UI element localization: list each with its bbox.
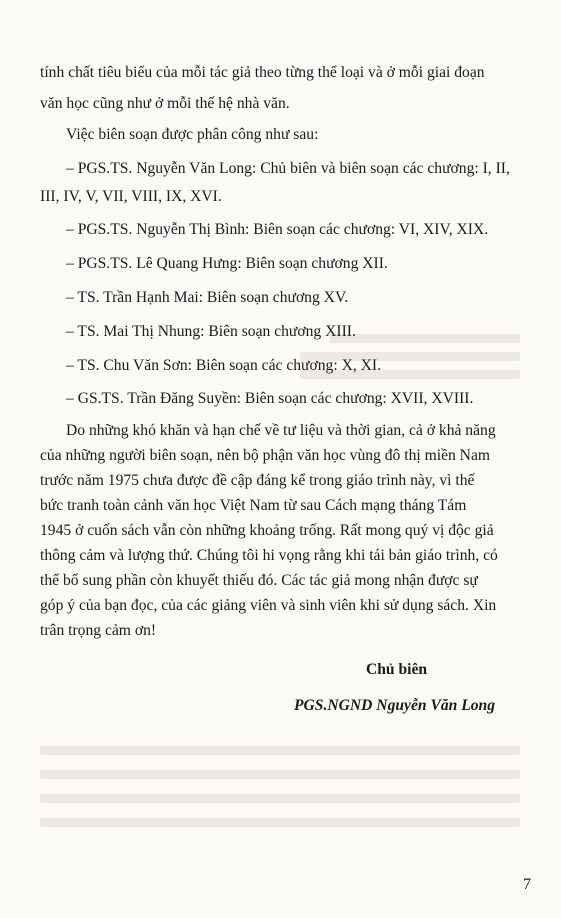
assignment-line: – PGS.TS. Nguyễn Văn Long: Chủ biên và biên soạn các chương: I, II, [66,160,510,177]
assignment-line: – GS.TS. Trần Đăng Suyền: Biên soạn các chương: XVII, XVIII. [66,390,474,407]
body-line: văn học cũng như ở mỗi thế hệ nhà văn. [40,95,290,112]
assignment-line: III, IV, V, VII, VIII, IX, XVI. [40,188,222,205]
bleed-through-mark [330,334,520,343]
page-number: 7 [523,876,531,893]
body-line: thể bổ sung phần còn khuyết thiếu đó. Các tác giả mong nhận được sự [40,572,478,589]
bleed-through-mark [40,746,520,755]
signature-name: PGS.NGND Nguyễn Văn Long [294,697,496,714]
body-line: Do những khó khăn và hạn chế về tư liệu và thời gian, cả ở khả năng [66,422,496,439]
bleed-through-mark [40,794,520,803]
body-line: tính chất tiêu biểu của mỗi tác giả theo từng thể loại và ở mỗi giai đoạn [40,64,485,81]
body-line: 1945 ở cuốn sách vẫn còn những khoảng trống. Rất mong quý vị độc giả [40,522,494,539]
assignment-line: – PGS.TS. Nguyễn Thị Bình: Biên soạn các chương: VI, XIV, XIX. [66,221,489,238]
assignment-intro: Việc biên soạn được phân công như sau: [66,126,319,143]
body-line: của những người biên soạn, nên bộ phận văn học vùng đô thị miền Nam [40,447,490,464]
assignment-line: – TS. Mai Thị Nhung: Biên soạn chương XIII. [66,323,356,340]
assignment-line: – PGS.TS. Lê Quang Hưng: Biên soạn chương XII. [66,255,388,272]
assignment-line: – TS. Chu Văn Sơn: Biên soạn các chương: X, XI. [66,357,381,374]
signature-role: Chủ biên [366,661,428,678]
body-line: trước năm 1975 chưa được đề cập đáng kể trong giáo trình này, vì thế [40,472,475,489]
bleed-through-mark [40,770,520,779]
assignment-line: – TS. Trần Hạnh Mai: Biên soạn chương XV. [66,289,349,306]
body-line: bức tranh toàn cảnh văn học Việt Nam từ sau Cách mạng tháng Tám [40,497,467,514]
body-line: trân trọng cảm ơn! [40,622,157,639]
bleed-through-mark [40,818,520,827]
body-line: góp ý của bạn đọc, của các giảng viên và sinh viên khi sử dụng sách. Xin [40,597,497,614]
body-line: thông cảm và lượng thứ. Chúng tôi hi vọng rằng khi tái bản giáo trình, có [40,547,498,564]
